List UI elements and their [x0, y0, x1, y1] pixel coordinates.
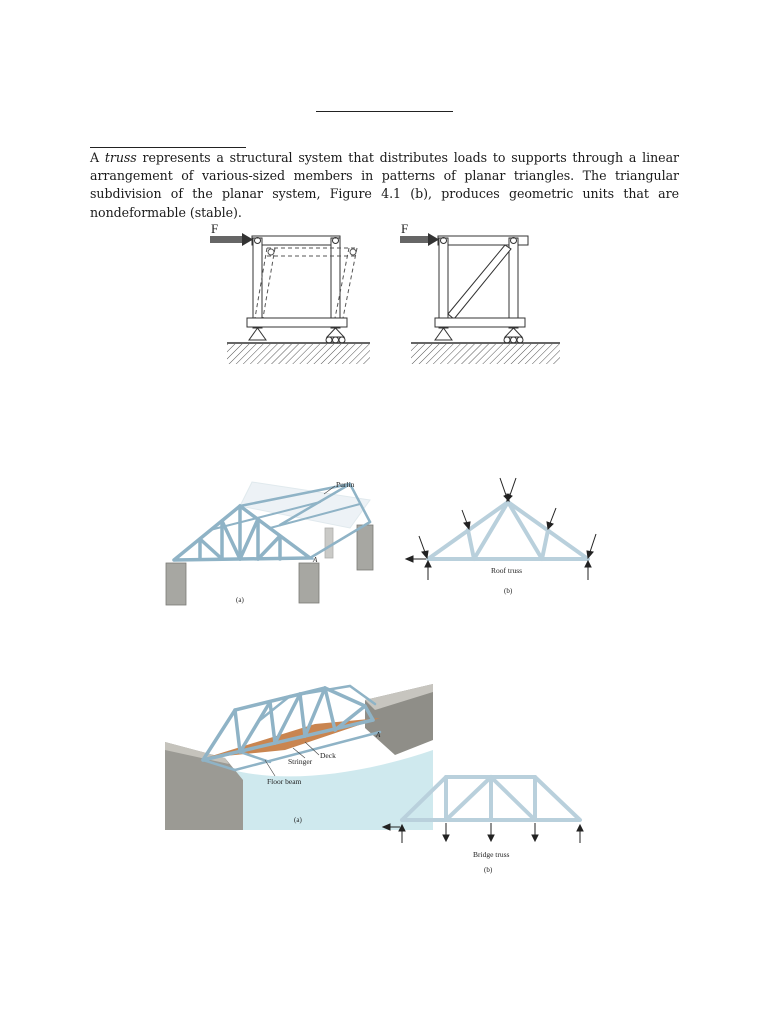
roof-truss-diagram	[400, 472, 605, 602]
roof-truss-caption: Roof truss	[491, 566, 523, 575]
section-rule	[90, 147, 246, 148]
figure-label-b: (b)	[484, 866, 493, 874]
bridge-truss-diagram	[380, 765, 595, 880]
point-label-a: A	[376, 731, 381, 739]
deck-label: Deck	[320, 751, 336, 760]
stringer-label: Stringer	[288, 757, 313, 766]
point-label-a: A	[313, 556, 318, 564]
load-arrows	[383, 823, 583, 843]
paragraph-lead: A	[90, 150, 105, 165]
paragraph-text: represents a structural system that distributes loads to supports through a linear arrangement of various-sized members in patterns of planar triangles. The triangular subdivision of the planar system, Figure 4.1 (b), produces geometric units that are nondeformable (stable).	[90, 150, 680, 220]
unbraced-frame	[210, 221, 370, 364]
bridge-truss-caption: Bridge truss	[473, 850, 510, 859]
force-label: F	[401, 221, 409, 236]
roof-truss-members	[428, 502, 588, 559]
roof-truss-3d-illustration	[160, 470, 385, 610]
force-label: F	[211, 221, 219, 236]
paragraph-term: truss	[104, 150, 137, 165]
title-rule	[316, 111, 453, 112]
purlin-label: Purlin	[336, 480, 355, 489]
bridge-truss-members	[402, 777, 580, 820]
concrete-columns	[166, 525, 373, 605]
braced-frame	[400, 221, 560, 364]
figure-label-b: (b)	[504, 587, 513, 595]
truss-definition-paragraph	[90, 149, 679, 222]
figure-label-a: (a)	[236, 596, 244, 604]
load-arrows	[406, 478, 596, 580]
floor-beam-label: Floor beam	[267, 777, 302, 786]
figure-label-a: (a)	[294, 816, 302, 824]
frame-figure	[205, 218, 565, 368]
